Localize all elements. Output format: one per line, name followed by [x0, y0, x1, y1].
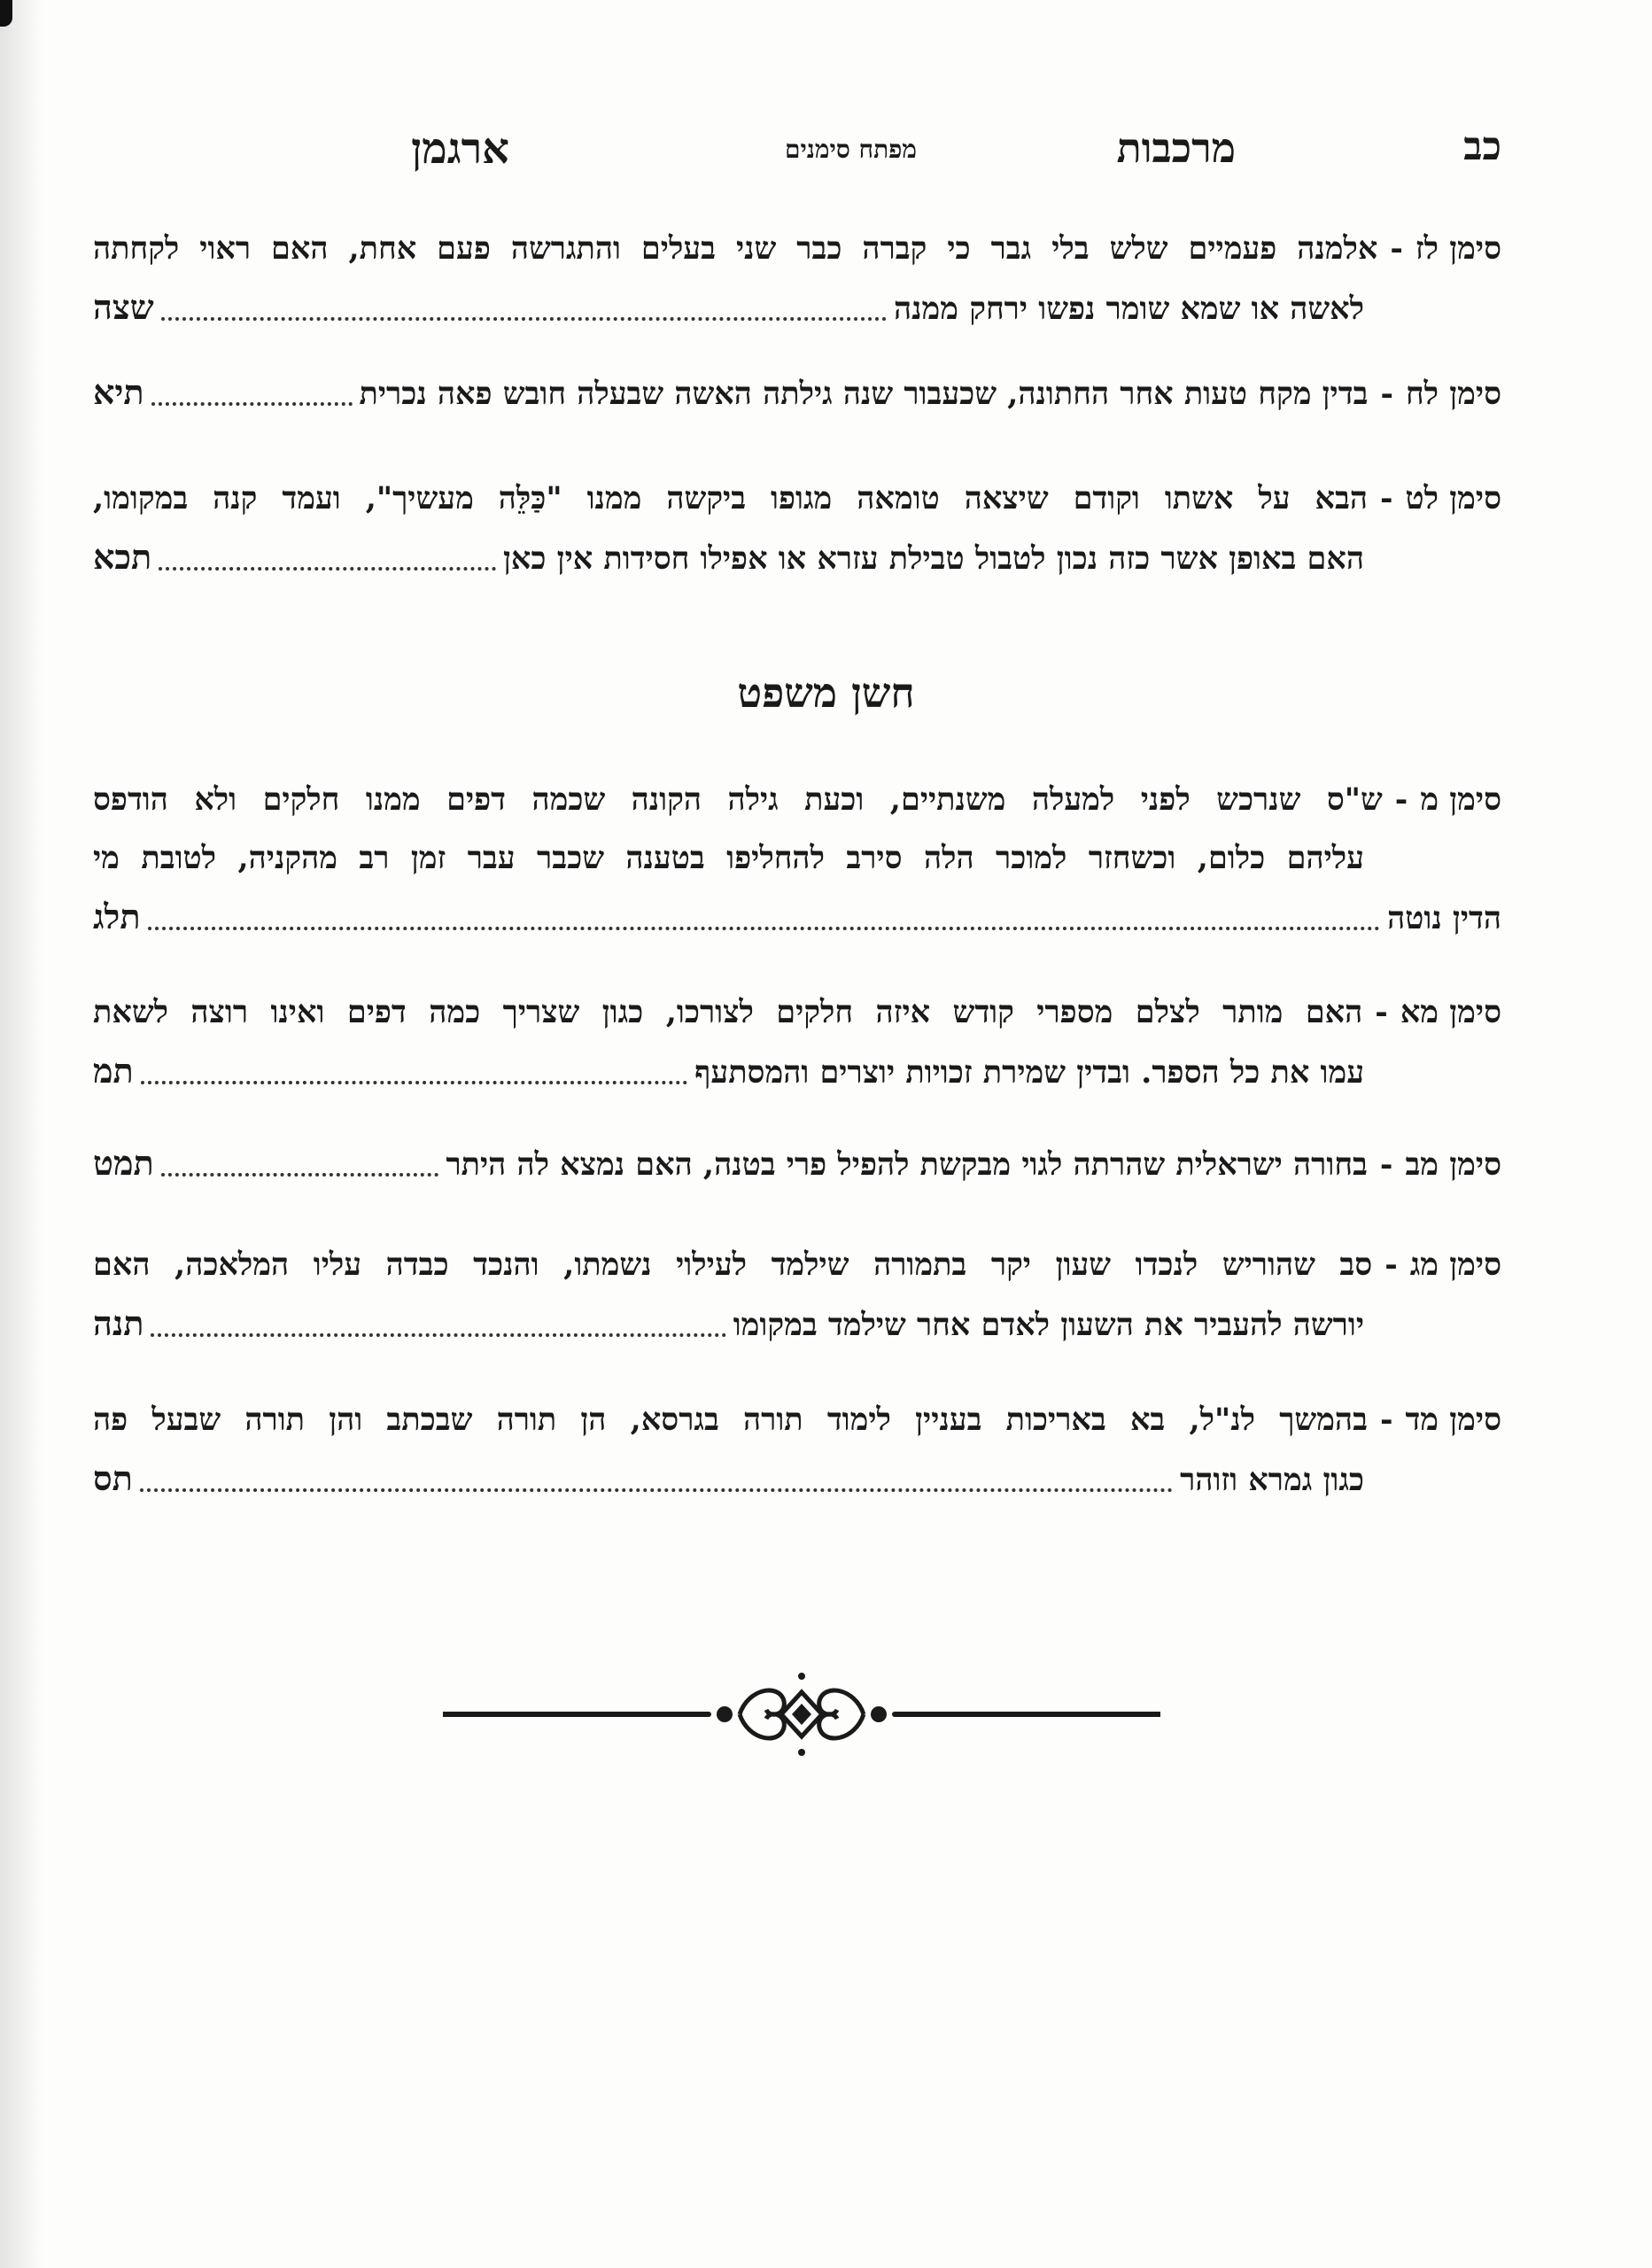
dot-leader — [161, 1162, 439, 1177]
page-number: כב — [1463, 124, 1501, 169]
entry-line — [93, 1042, 1501, 1102]
entry-text: האם מותר לצלם מספרי קודש איזה חלקים לצורכו, כגון שצריך כמה דפים ואינו רוצה לשאת — [93, 994, 1363, 1030]
index-entry — [93, 1391, 1501, 1510]
entry-label: סימן מ — [1420, 781, 1501, 818]
entry-line — [93, 278, 1501, 338]
entry-text: האם באופן אשר כזה נכון לטבול טבילת עזרא או אפילו חסידות אין כאן — [502, 540, 1364, 577]
decorative-ornament-divider — [443, 1666, 1160, 1763]
entry-line — [93, 1449, 1501, 1510]
entry-text: עמו את כל הספר. ובדין שמירת זכויות יוצרים והמסתעף — [694, 1054, 1364, 1091]
entry-line — [93, 363, 1501, 423]
entry-text: בחורה ישראלית שהרתה לגוי מבקשת להפיל פרי בטנה, האם נמצא לה היתר — [446, 1146, 1368, 1183]
entry-label: סימן לז — [1415, 230, 1501, 267]
entry-line — [93, 470, 1501, 528]
entry-page-ref: שצה — [93, 287, 154, 327]
dot-leader — [140, 1478, 1173, 1492]
entry-line — [93, 888, 1501, 948]
dot-leader — [148, 916, 1381, 930]
entry-label: סימן מא — [1400, 994, 1501, 1030]
entry-dash: - — [1375, 994, 1388, 1030]
running-header — [0, 124, 1652, 177]
entry-page-ref: תס — [93, 1458, 133, 1498]
entry-line — [93, 220, 1501, 278]
entry-line — [93, 528, 1501, 588]
index-entry — [93, 983, 1501, 1102]
entry-text: הבא על אשתו וקודם שיצאה טומאה מגופו ביקשה ממנו "כַּלֵּה מעשיך", ועמד קנה במקומו, — [93, 480, 1369, 517]
entry-label: סימן מב — [1405, 1146, 1501, 1183]
index-entry — [93, 470, 1501, 588]
entry-line — [93, 1391, 1501, 1449]
page-corner — [0, 0, 12, 27]
entry-line — [93, 771, 1501, 829]
entry-label: סימן מג — [1409, 1247, 1501, 1283]
entry-text: בדין מקח טעות אחר החתונה, שכעבור שנה גילתה האשה שבעלה חובש פאה נכרית — [359, 376, 1369, 412]
entry-dash: - — [1380, 480, 1393, 517]
entry-label: סימן לט — [1405, 480, 1501, 517]
entry-dash: - — [1380, 376, 1393, 412]
dot-leader — [151, 1323, 725, 1337]
entry-text: עליהם כלום, וכשחזר למוכר הלה סירב להחליפו בטענה שכבר עבר זמן רב מהקניה, לטובת מי — [93, 840, 1364, 876]
page-edge-shadow — [0, 0, 43, 2268]
entry-text: יורשה להעביר את השעון לאדם אחר שילמד במקומו — [733, 1307, 1364, 1343]
index-entry — [93, 220, 1501, 338]
dot-leader — [159, 556, 496, 571]
entry-line — [93, 1134, 1501, 1194]
index-entry — [93, 1134, 1501, 1194]
entry-dash: - — [1379, 1146, 1393, 1183]
entry-text: בהמשך לנ"ל, בא באריכות בעניין לימוד תורה בגרסא, הן תורה שבכתב והן תורה שבעל פה — [93, 1402, 1368, 1438]
entry-page-ref: תלג — [93, 897, 141, 936]
entry-page-ref: תיא — [93, 372, 144, 412]
entry-dash: - — [1379, 1402, 1393, 1438]
entry-line — [93, 829, 1501, 888]
book-title: מרכבות — [1116, 124, 1236, 172]
entry-text: הדין נוטה — [1387, 900, 1501, 936]
entry-line — [93, 1294, 1501, 1355]
entry-dash: - — [1384, 1247, 1398, 1283]
entry-text: אלמנה פעמיים שלש בלי גבר כי קברה כבר שני בעלים והתגרשה פעם אחת, האם ראוי לקחתה — [93, 230, 1378, 267]
dot-leader — [161, 307, 887, 321]
entry-text: כגון גמרא וזוהר — [1180, 1462, 1364, 1498]
index-title: מפתח סימנים — [784, 135, 917, 164]
entry-line — [93, 983, 1501, 1042]
entry-text: ש"ס שנרכש לפני למעלה משנתיים, וכעת גילה הקונה שכמה דפים ממנו חלקים ולא הודפס — [93, 781, 1383, 818]
entry-label: סימן מד — [1405, 1402, 1501, 1438]
dot-leader — [141, 1070, 688, 1084]
entry-page-ref: תמ — [93, 1051, 134, 1091]
author-name: ארגמן — [411, 124, 509, 174]
entry-line — [93, 1236, 1501, 1294]
entry-text: לאשה או שמא שומר נפשו ירחק ממנה — [894, 291, 1364, 327]
section-title: חשן משפט — [737, 669, 915, 717]
dot-leader — [151, 392, 353, 406]
entry-text: סב שהוריש לנכדו שעון יקר בתמורה שילמד לעילוי נשמתו, והנכד כבדה עליו המלאכה, האם — [93, 1247, 1373, 1283]
entry-label: סימן לח — [1405, 376, 1501, 412]
entry-dash: - — [1390, 230, 1403, 267]
entry-page-ref: תכא — [93, 537, 152, 577]
index-entry — [93, 363, 1501, 423]
index-entry — [93, 1236, 1501, 1355]
entry-dash: - — [1394, 781, 1408, 818]
entry-page-ref: תנה — [93, 1303, 144, 1343]
entry-page-ref: תמט — [93, 1143, 154, 1183]
index-entry — [93, 771, 1501, 948]
